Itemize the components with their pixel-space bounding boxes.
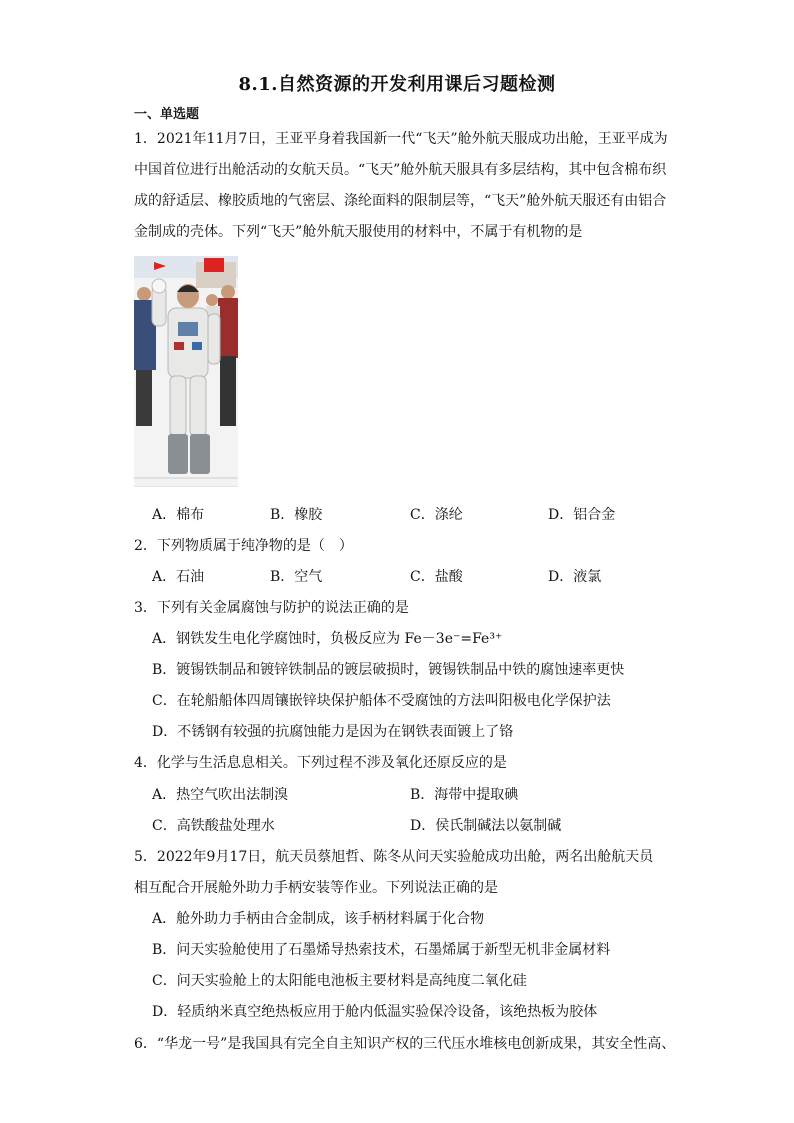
q5-line-2: 相互配合开展舱外助力手柄安装等作业。下列说法正确的是 bbox=[134, 880, 498, 896]
q4-option-c: C．高铁酸盐处理水 bbox=[152, 818, 275, 834]
q3-option-c: C．在轮船船体四周镶嵌锌块保护船体不受腐蚀的方法叫阳极电化学保护法 bbox=[152, 693, 611, 709]
section-heading: 一、单选题 bbox=[134, 107, 200, 122]
q5-option-d: D．轻质纳米真空绝热板应用于舱内低温实验保冷设备，该绝热板为胶体 bbox=[152, 1004, 598, 1020]
q3-option-d: D．不锈钢有较强的抗腐蚀能力是因为在钢铁表面镀上了铬 bbox=[152, 724, 514, 740]
q2-option-d: D．液氯 bbox=[548, 569, 602, 585]
q1-option-c: C．涤纶 bbox=[410, 507, 463, 523]
q5-option-c: C．问天实验舱上的太阳能电池板主要材料是高纯度二氧化硅 bbox=[152, 973, 527, 989]
q2-option-c: C．盐酸 bbox=[410, 569, 463, 585]
q2-stem: 2．下列物质属于纯净物的是（ ） bbox=[134, 538, 353, 554]
q4-stem: 4．化学与生活息息相关。下列过程不涉及氧化还原反应的是 bbox=[134, 755, 507, 771]
q1-option-d: D．铝合金 bbox=[548, 507, 616, 523]
q6-stem: 6．“华龙一号”是我国具有完全自主知识产权的三代压水堆核电创新成果，其安全性高、 bbox=[134, 1036, 676, 1052]
q1-line-4: 金制成的壳体。下列“飞天”舱外航天服使用的材料中，不属于有机物的是 bbox=[134, 224, 583, 240]
astronaut-photo bbox=[134, 256, 238, 487]
q3-option-a: A．钢铁发生电化学腐蚀时，负极反应为 Fe－3e⁻=Fe³⁺ bbox=[152, 631, 503, 647]
q5-line-1: 5．2022年9月17日，航天员蔡旭哲、陈冬从问天实验舱成功出舱，两名出舱航天员 bbox=[134, 849, 654, 865]
q5-option-b: B．问天实验舱使用了石墨烯导热索技术，石墨烯属于新型无机非金属材料 bbox=[152, 942, 611, 958]
q4-option-a: A．热空气吹出法制溴 bbox=[152, 787, 289, 803]
q3-stem: 3．下列有关金属腐蚀与防护的说法正确的是 bbox=[134, 600, 409, 616]
q1-line-2: 中国首位进行出舱活动的女航天员。“飞天”舱外航天服具有多层结构，其中包含棉布织 bbox=[134, 162, 667, 178]
q1-line-3: 成的舒适层、橡胶质地的气密层、涤纶面料的限制层等，“飞天”舱外航天服还有由铝合 bbox=[134, 193, 667, 209]
q4-option-d: D．侯氏制碱法以氨制碱 bbox=[410, 818, 562, 834]
q1-option-b: B．橡胶 bbox=[270, 507, 323, 523]
q5-option-a: A．舱外助力手柄由合金制成，该手柄材料属于化合物 bbox=[152, 911, 485, 927]
astronaut-illustration bbox=[134, 256, 238, 486]
q1-line-1: 1．2021年11月7日，王亚平身着我国新一代“飞天”舱外航天服成功出舱，王亚平成为 bbox=[134, 131, 668, 147]
q1-option-a: A．棉布 bbox=[152, 507, 205, 523]
q4-option-b: B．海带中提取碘 bbox=[410, 787, 519, 803]
q3-option-b: B．镀锡铁制品和镀锌铁制品的镀层破损时，镀锡铁制品中铁的腐蚀速率更快 bbox=[152, 662, 625, 678]
q2-option-a: A．石油 bbox=[152, 569, 205, 585]
page-title: 8.1.自然资源的开发利用课后习题检测 bbox=[238, 74, 556, 95]
q2-option-b: B．空气 bbox=[270, 569, 323, 585]
